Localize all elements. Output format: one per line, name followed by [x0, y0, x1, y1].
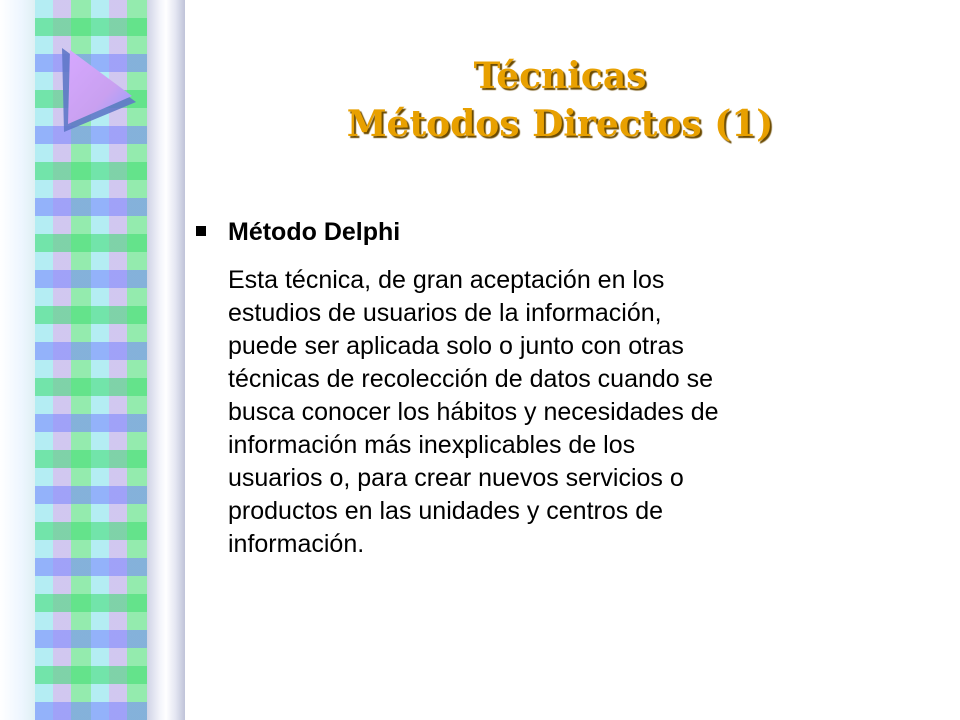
bullet-heading: Método Delphi [228, 218, 401, 246]
bullet-body-text [228, 264, 918, 561]
body-line: información. [228, 530, 365, 558]
body-line: puede ser aplicada solo o junto con otras [228, 332, 684, 360]
square-bullet-icon [196, 226, 206, 236]
body-line: Esta técnica, de gran aceptación en los [228, 266, 665, 294]
play-triangle-icon [58, 44, 138, 134]
cylinder-bar [147, 0, 185, 720]
title-line-1: Técnicas [473, 55, 647, 97]
title-line-2: Métodos Directos (1) [346, 103, 774, 145]
body-line: usuarios o, para crear nuevos servicios o [228, 464, 684, 492]
decorative-side-band [0, 0, 185, 720]
body-line: productos en las unidades y centros de [228, 497, 663, 525]
slide-title [300, 52, 820, 148]
body-line: técnicas de recolección de datos cuando se [228, 365, 714, 393]
band-fade-strip [0, 0, 35, 720]
body-line: información más inexplicables de los [228, 431, 636, 459]
body-line: estudios de usuarios de la información, [228, 299, 662, 327]
body-line: busca conocer los hábitos y necesidades de [228, 398, 719, 426]
bullet-item [190, 216, 910, 250]
